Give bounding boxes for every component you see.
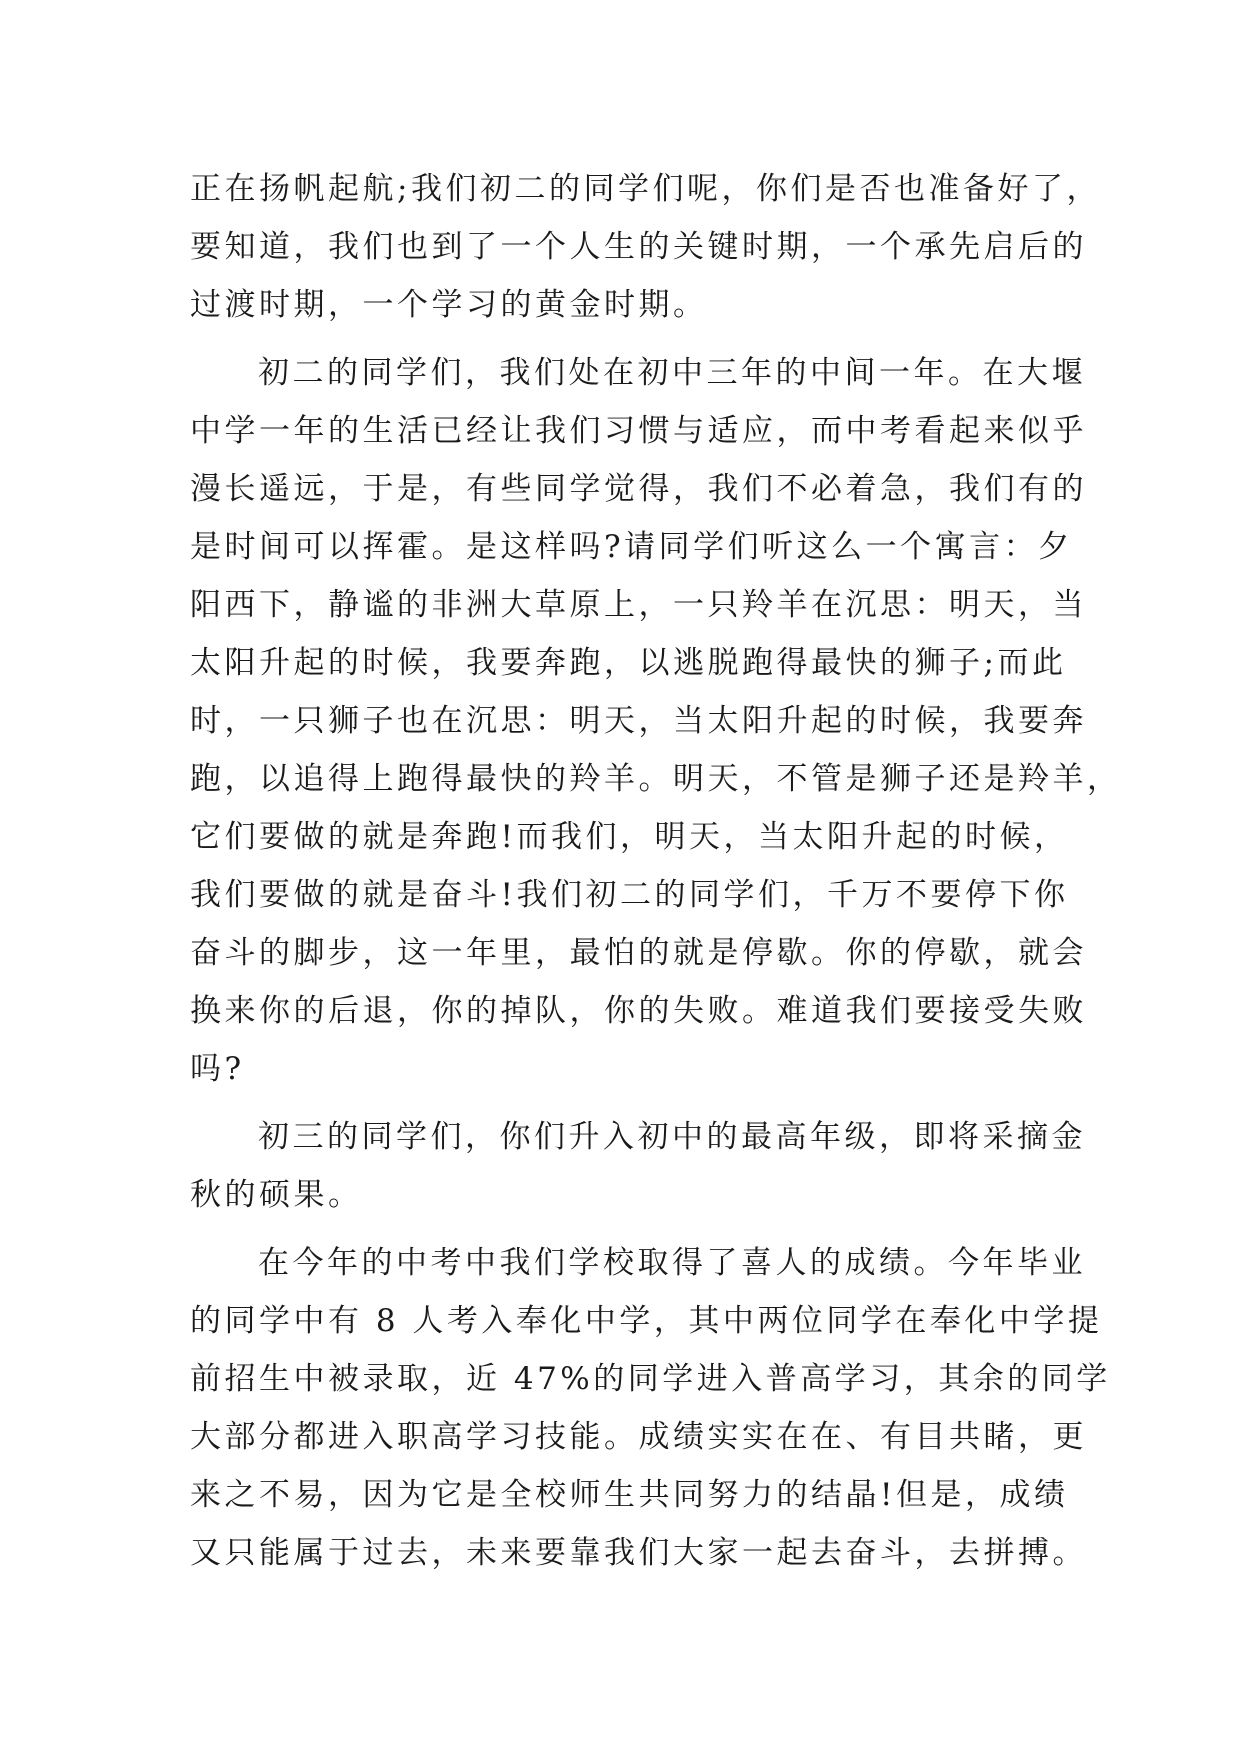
text-line: 吗? xyxy=(190,1051,245,1087)
text-line: 正在扬帆起航;我们初二的同学们呢，你们是否也准备好了， xyxy=(190,171,1101,207)
text-line: 在今年的中考中我们学校取得了喜人的成绩。今年毕业 xyxy=(258,1245,1086,1281)
text-line: 初二的同学们，我们处在初中三年的中间一年。在大堰 xyxy=(258,355,1086,391)
text-line: 中学一年的生活已经让我们习惯与适应，而中考看起来似乎 xyxy=(190,413,1087,449)
text-line: 要知道，我们也到了一个人生的关键时期，一个承先启后的 xyxy=(190,229,1087,265)
text-line: 秋的硕果。 xyxy=(190,1177,363,1213)
text-line: 大部分都进入职高学习技能。成绩实实在在、有目共睹，更 xyxy=(190,1419,1087,1455)
text-line: 阳西下，静谧的非洲大草原上，一只羚羊在沉思：明天，当 xyxy=(190,587,1087,623)
text-line: 的同学中有 8 人考入奉化中学，其中两位同学在奉化中学提 xyxy=(190,1303,1103,1339)
text-line: 又只能属于过去，未来要靠我们大家一起去奋斗，去拼搏。 xyxy=(190,1535,1087,1571)
text-line: 跑，以追得上跑得最快的羚羊。明天，不管是狮子还是羚羊， xyxy=(190,761,1122,797)
text-line: 奋斗的脚步，这一年里，最怕的就是停歇。你的停歇，就会 xyxy=(190,935,1087,971)
paragraph xyxy=(190,1108,1086,1224)
paragraph-gap xyxy=(190,334,1075,344)
text-line: 太阳升起的时候，我要奔跑，以逃脱跑得最快的狮子;而此 xyxy=(190,645,1067,681)
text-line: 它们要做的就是奔跑!而我们，明天，当太阳升起的时候， xyxy=(190,819,1069,855)
text-line: 漫长遥远，于是，有些同学觉得，我们不必着急，我们有的 xyxy=(190,471,1087,507)
document-body xyxy=(190,160,1122,1582)
text-line: 来之不易，因为它是全校师生共同努力的结晶!但是，成绩 xyxy=(190,1477,1069,1513)
paragraph xyxy=(190,1234,1111,1582)
text-line: 我们要做的就是奋斗!我们初二的同学们，千万不要停下你 xyxy=(190,877,1069,913)
text-line: 换来你的后退，你的掉队，你的失败。难道我们要接受失败 xyxy=(190,993,1087,1029)
paragraph-gap xyxy=(190,1098,1075,1108)
paragraph-gap xyxy=(190,1224,1075,1234)
paragraph xyxy=(190,344,1122,1098)
text-line: 过渡时期，一个学习的黄金时期。 xyxy=(190,287,708,323)
text-line: 初三的同学们，你们升入初中的最高年级，即将采摘金 xyxy=(258,1119,1086,1155)
paragraph xyxy=(190,160,1101,334)
text-line: 是时间可以挥霍。是这样吗?请同学们听这么一个寓言：夕 xyxy=(190,529,1073,565)
text-line: 前招生中被录取，近 47%的同学进入普高学习，其余的同学 xyxy=(190,1361,1111,1397)
text-line: 时，一只狮子也在沉思：明天，当太阳升起的时候，我要奔 xyxy=(190,703,1087,739)
